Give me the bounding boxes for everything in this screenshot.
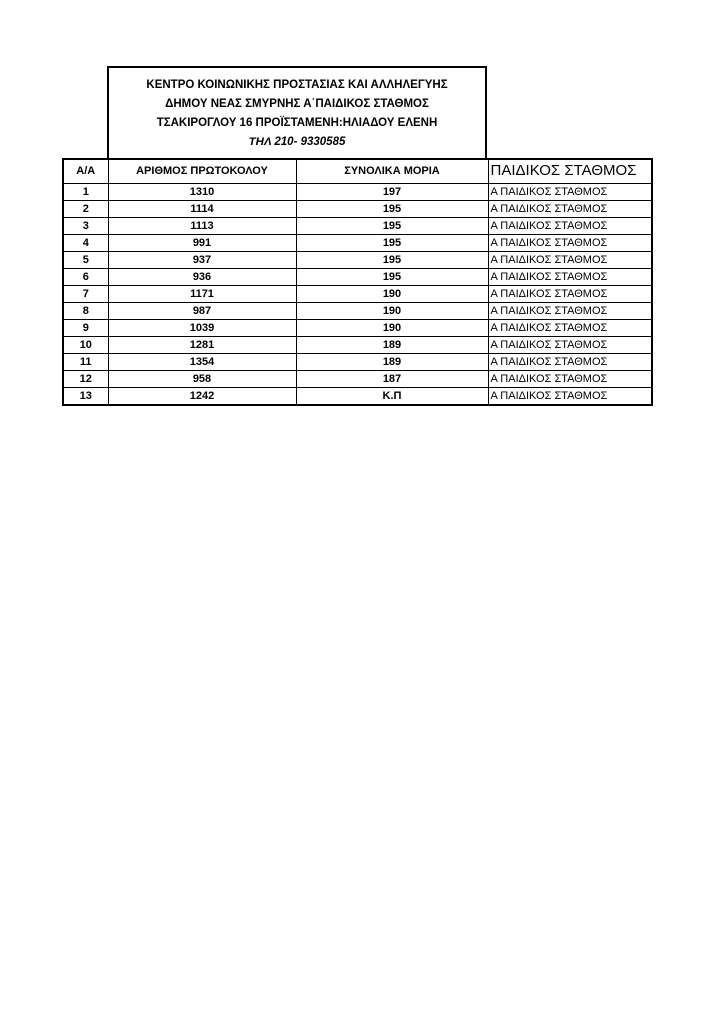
cell-protocol: 936 (108, 268, 296, 285)
table-row (63, 234, 652, 251)
cell-aa: 6 (63, 268, 108, 285)
header-municipality: ΔΗΜΟΥ ΝΕΑΣ ΣΜΥΡΝΗΣ Α΄ΠΑΙΔΙΚΟΣ ΣΤΑΘΜΟΣ (165, 98, 429, 110)
cell-points: 189 (296, 336, 488, 353)
cell-protocol: 991 (108, 234, 296, 251)
cell-points: 195 (296, 251, 488, 268)
cell-school: Α ΠΑΙΔΙΚΟΣ ΣΤΑΘΜΟΣ (488, 387, 652, 405)
column-header-protocol: ΑΡΙΘΜΟΣ ΠΡΩΤΟΚΟΛΟΥ (108, 159, 296, 183)
header-phone: ΤΗΛ 210- 9330585 (248, 136, 346, 148)
cell-protocol: 958 (108, 370, 296, 387)
cell-protocol: 1113 (108, 217, 296, 234)
header-address: ΤΣΑΚΙΡΟΓΛΟΥ 16 ΠΡΟΪΣΤΑΜΕΝΗ:ΗΛΙΑΔΟΥ ΕΛΕΝΗ (156, 117, 438, 129)
cell-aa: 8 (63, 302, 108, 319)
column-header-aa: Α/Α (63, 159, 108, 183)
cell-points: Κ.Π (296, 387, 488, 405)
cell-aa: 10 (63, 336, 108, 353)
cell-protocol: 1354 (108, 353, 296, 370)
table-row (63, 302, 652, 319)
table-row (63, 200, 652, 217)
cell-points: 195 (296, 217, 488, 234)
cell-aa: 5 (63, 251, 108, 268)
cell-school: Α ΠΑΙΔΙΚΟΣ ΣΤΑΘΜΟΣ (488, 183, 652, 200)
column-header-school: ΠΑΙΔΙΚΟΣ ΣΤΑΘΜΟΣ (488, 159, 652, 183)
cell-protocol: 1171 (108, 285, 296, 302)
column-header-points: ΣΥΝΟΛΙΚΑ ΜΟΡΙΑ (296, 159, 488, 183)
table-row (63, 319, 652, 336)
table-row (63, 251, 652, 268)
cell-school: Α ΠΑΙΔΙΚΟΣ ΣΤΑΘΜΟΣ (488, 353, 652, 370)
cell-school: Α ΠΑΙΔΙΚΟΣ ΣΤΑΘΜΟΣ (488, 285, 652, 302)
table-header-row (63, 159, 652, 183)
cell-school: Α ΠΑΙΔΙΚΟΣ ΣΤΑΘΜΟΣ (488, 251, 652, 268)
cell-points: 195 (296, 234, 488, 251)
cell-aa: 3 (63, 217, 108, 234)
cell-school: Α ΠΑΙΔΙΚΟΣ ΣΤΑΘΜΟΣ (488, 268, 652, 285)
cell-points: 190 (296, 319, 488, 336)
cell-aa: 4 (63, 234, 108, 251)
cell-school: Α ΠΑΙΔΙΚΟΣ ΣΤΑΘΜΟΣ (488, 336, 652, 353)
cell-protocol: 937 (108, 251, 296, 268)
table-row (63, 268, 652, 285)
cell-school: Α ΠΑΙΔΙΚΟΣ ΣΤΑΘΜΟΣ (488, 217, 652, 234)
cell-protocol: 1310 (108, 183, 296, 200)
cell-aa: 9 (63, 319, 108, 336)
cell-points: 197 (296, 183, 488, 200)
table-row (63, 285, 652, 302)
cell-school: Α ΠΑΙΔΙΚΟΣ ΣΤΑΘΜΟΣ (488, 234, 652, 251)
cell-aa: 1 (63, 183, 108, 200)
cell-protocol: 1114 (108, 200, 296, 217)
table-row (63, 217, 652, 234)
table-row (63, 387, 652, 405)
cell-protocol: 1281 (108, 336, 296, 353)
table-row (63, 353, 652, 370)
cell-aa: 12 (63, 370, 108, 387)
cell-aa: 11 (63, 353, 108, 370)
ranking-table (62, 158, 653, 406)
table-row (63, 183, 652, 200)
cell-aa: 7 (63, 285, 108, 302)
cell-school: Α ΠΑΙΔΙΚΟΣ ΣΤΑΘΜΟΣ (488, 319, 652, 336)
cell-school: Α ΠΑΙΔΙΚΟΣ ΣΤΑΘΜΟΣ (488, 200, 652, 217)
cell-protocol: 1242 (108, 387, 296, 405)
cell-points: 190 (296, 302, 488, 319)
cell-points: 195 (296, 200, 488, 217)
header-box (107, 66, 487, 158)
table-row (63, 370, 652, 387)
cell-protocol: 1039 (108, 319, 296, 336)
cell-points: 187 (296, 370, 488, 387)
cell-points: 190 (296, 285, 488, 302)
cell-protocol: 987 (108, 302, 296, 319)
cell-aa: 2 (63, 200, 108, 217)
cell-points: 195 (296, 268, 488, 285)
cell-points: 189 (296, 353, 488, 370)
table-row (63, 336, 652, 353)
cell-school: Α ΠΑΙΔΙΚΟΣ ΣΤΑΘΜΟΣ (488, 370, 652, 387)
cell-school: Α ΠΑΙΔΙΚΟΣ ΣΤΑΘΜΟΣ (488, 302, 652, 319)
cell-aa: 13 (63, 387, 108, 405)
header-organization: ΚΕΝΤΡΟ ΚΟΙΝΩΝΙΚΗΣ ΠΡΟΣΤΑΣΙΑΣ ΚΑΙ ΑΛΛΗΛΕΓΥΗΣ (146, 79, 448, 91)
